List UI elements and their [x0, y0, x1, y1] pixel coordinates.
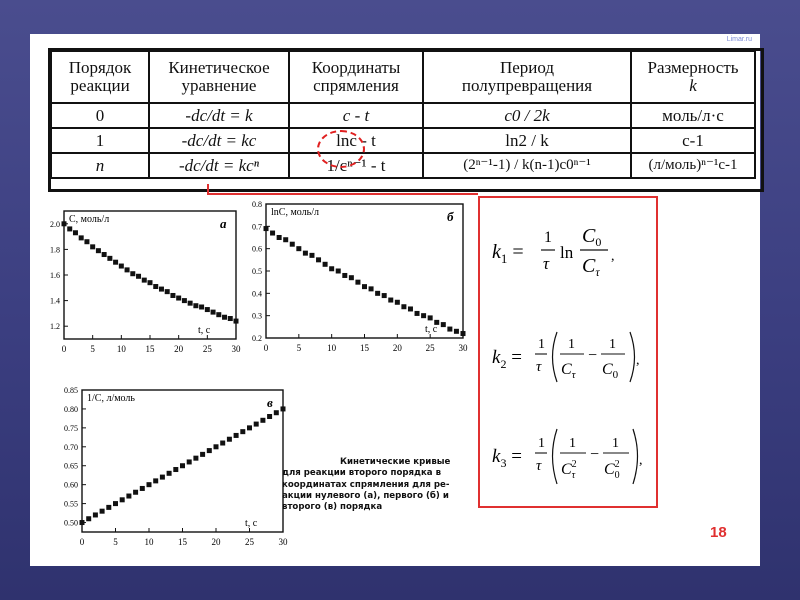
- svg-text:C20: $C^2$ 0: [604, 459, 620, 481]
- plot-frame: [266, 204, 463, 338]
- cell-half-life: ln2 / k: [423, 128, 631, 153]
- data-point: [140, 486, 145, 491]
- data-point: [136, 274, 141, 279]
- data-point: [79, 235, 84, 240]
- x-tick-label: 10: [116, 344, 126, 354]
- data-point: [214, 444, 219, 449]
- formula-box: [478, 196, 658, 508]
- data-point: [441, 322, 446, 327]
- svg-text:C0: $C_0$: [582, 225, 602, 249]
- data-point: [160, 475, 165, 480]
- data-point: [388, 298, 393, 303]
- x-tick-label: 0: [61, 344, 67, 354]
- data-point: [193, 303, 198, 308]
- y-axis-label: lnC, моль/л: [271, 207, 319, 218]
- header-dimension: Размерность k: [631, 51, 755, 103]
- data-point: [270, 231, 275, 236]
- y-tick-label: 0.75: [64, 423, 78, 433]
- x-tick-label: 20: [392, 343, 402, 353]
- data-point: [240, 429, 245, 434]
- k2-lhs: $k_2$ =: [492, 347, 522, 371]
- svg-text:1: 1: [612, 436, 619, 451]
- svg-text:−: −: [590, 446, 600, 463]
- data-point: [267, 414, 272, 419]
- data-point: [329, 266, 334, 271]
- data-point: [277, 235, 282, 240]
- data-point: [220, 441, 225, 446]
- data-point: [369, 286, 374, 291]
- cell-order: 0: [51, 103, 149, 128]
- y-tick-label: 0.55: [64, 499, 78, 509]
- data-point: [207, 448, 212, 453]
- header-order: Порядок реакции: [51, 51, 149, 103]
- data-point: [227, 437, 232, 442]
- svg-text:1: 1: [609, 337, 616, 352]
- header-coordinates: Координаты спрямления: [289, 51, 423, 103]
- cell-dimension: (л/моль)ⁿ⁻¹с-1: [631, 153, 755, 178]
- y-tick-label: 1.8: [50, 245, 60, 255]
- data-point: [62, 221, 67, 226]
- x-axis-label: t, c: [425, 324, 438, 335]
- data-point: [421, 313, 426, 318]
- data-point: [126, 494, 131, 499]
- data-point: [454, 329, 459, 334]
- data-point: [205, 307, 210, 312]
- y-tick-label: 0.5: [252, 267, 262, 276]
- x-tick-label: 10: [327, 343, 337, 353]
- data-point: [173, 467, 178, 472]
- x-tick-label: 30: [458, 343, 468, 353]
- svg-text:τ: τ: [536, 458, 542, 474]
- header-half-life: Период полупревращения: [423, 51, 631, 103]
- svg-text:1: 1: [538, 436, 545, 451]
- data-point: [349, 275, 354, 280]
- data-point: [176, 296, 181, 301]
- data-point: [428, 315, 433, 320]
- svg-text:τ: τ: [543, 254, 550, 273]
- svg-text:,: ,: [639, 453, 643, 468]
- data-point: [125, 267, 130, 272]
- cell-half-life: c0 / 2k: [423, 103, 631, 128]
- y-tick-label: 0.2: [252, 334, 262, 343]
- y-tick-label: 0.50: [64, 518, 78, 528]
- x-tick-label: 25: [425, 343, 435, 353]
- y-tick-label: 0.65: [64, 461, 78, 471]
- data-point: [165, 289, 170, 294]
- chart-a: [30, 199, 250, 367]
- x-axis-label: t, c: [245, 518, 258, 529]
- data-point: [170, 293, 175, 298]
- y-tick-label: 0.85: [64, 386, 78, 395]
- data-point: [167, 471, 172, 476]
- data-point: [296, 246, 301, 251]
- cell-coordinates: lnc - t: [289, 128, 423, 153]
- svg-text:1: 1: [538, 337, 545, 352]
- plot-frame: [64, 211, 236, 339]
- x-tick-label: 30: [278, 537, 288, 547]
- data-point: [84, 239, 89, 244]
- x-tick-label: 5: [90, 344, 95, 354]
- cell-equation: -dc/dt = kc: [149, 128, 289, 153]
- chart-b: [232, 194, 468, 367]
- slide-number: 18: [710, 524, 727, 541]
- data-point: [200, 452, 205, 457]
- formula-k3: [492, 429, 643, 484]
- cell-equation: -dc/dt = kcⁿ: [149, 153, 289, 178]
- data-point: [375, 291, 380, 296]
- x-tick-label: 15: [178, 537, 187, 547]
- data-point: [107, 256, 112, 261]
- svg-text:1: 1: [568, 337, 575, 352]
- data-point: [102, 252, 107, 257]
- panel-id: a: [220, 216, 227, 231]
- data-point: [247, 425, 252, 430]
- data-point: [90, 244, 95, 249]
- data-point: [187, 459, 192, 464]
- data-point: [147, 482, 152, 487]
- x-tick-label: 0: [263, 343, 269, 353]
- svg-text:1: 1: [569, 436, 576, 451]
- x-tick-label: 5: [113, 537, 118, 547]
- data-point: [182, 298, 187, 303]
- svg-text:−: −: [588, 347, 598, 364]
- svg-text:ln: ln: [560, 243, 574, 262]
- data-point: [316, 257, 321, 262]
- data-point: [222, 315, 227, 320]
- data-point: [395, 300, 400, 305]
- y-tick-label: 0.6: [252, 244, 262, 254]
- y-axis-label: C, моль/л: [69, 214, 110, 225]
- data-point: [153, 478, 158, 483]
- corner-watermark: Limar.ru: [726, 36, 752, 43]
- y-tick-label: 0.7: [252, 222, 262, 232]
- cell-order: 1: [51, 128, 149, 153]
- data-point: [415, 311, 420, 316]
- y-tick-label: 2.0: [50, 219, 60, 229]
- data-point: [148, 280, 153, 285]
- data-point: [234, 433, 239, 438]
- data-point: [119, 264, 124, 269]
- y-axis-label: 1/C, л/моль: [87, 393, 135, 404]
- data-point: [461, 331, 466, 336]
- x-tick-label: 25: [245, 537, 254, 547]
- data-point: [120, 497, 125, 502]
- y-tick-label: 0.3: [252, 311, 262, 321]
- svg-text:1: 1: [544, 229, 552, 246]
- data-point: [159, 287, 164, 292]
- data-point: [86, 516, 91, 521]
- plot-frame: [82, 390, 283, 532]
- svg-text:C2τ: $C^2$ τ: [561, 459, 577, 481]
- svg-text:C0: $C_0$: [602, 361, 619, 381]
- x-tick-label: 20: [174, 344, 184, 354]
- data-point: [336, 269, 341, 274]
- data-point: [199, 305, 204, 310]
- x-tick-label: 5: [296, 343, 302, 353]
- data-point: [106, 505, 111, 510]
- data-point: [73, 230, 78, 235]
- data-point: [133, 490, 138, 495]
- svg-text:τ: τ: [536, 359, 542, 375]
- y-tick-label: 0.8: [252, 200, 262, 209]
- x-tick-label: 10: [144, 537, 154, 547]
- data-point: [96, 248, 101, 253]
- caption-line-1: Кинетические кривые: [340, 457, 451, 467]
- k1-lhs: $k_1$ =: [492, 241, 524, 266]
- data-point: [447, 327, 452, 332]
- figure-caption: [282, 457, 458, 514]
- data-point: [309, 253, 314, 258]
- data-point: [188, 301, 193, 306]
- rate-constant-formulas: [480, 198, 656, 506]
- data-point: [193, 456, 198, 461]
- svg-text:,: ,: [636, 353, 640, 368]
- data-point: [408, 306, 413, 311]
- data-point: [355, 280, 360, 285]
- data-point: [264, 226, 269, 231]
- y-tick-label: 0.70: [64, 442, 78, 452]
- y-tick-label: 1.6: [50, 271, 60, 280]
- slide: [30, 34, 760, 566]
- x-tick-label: 15: [145, 344, 155, 354]
- cell-half-life: (2ⁿ⁻¹-1) / k(n-1)c0ⁿ⁻¹: [423, 153, 631, 178]
- data-point: [142, 278, 147, 283]
- x-tick-label: 25: [202, 344, 212, 354]
- y-tick-label: 0.60: [64, 480, 78, 490]
- data-point: [93, 512, 98, 517]
- data-point: [401, 304, 406, 309]
- data-point: [362, 284, 367, 289]
- x-tick-label: 20: [211, 537, 221, 547]
- data-point: [216, 312, 221, 317]
- cell-coordinates: c - t: [289, 103, 423, 128]
- formula-k1: [492, 225, 615, 279]
- data-point: [323, 262, 328, 267]
- svg-text:Cτ: $C_\tau$: [582, 255, 600, 279]
- cell-dimension: моль/л·с: [631, 103, 755, 128]
- data-point: [67, 226, 72, 231]
- cell-order: n: [51, 153, 149, 178]
- data-point: [303, 251, 308, 256]
- y-tick-label: 0.80: [64, 404, 78, 414]
- y-tick-label: 1.4: [50, 296, 60, 306]
- chart-c: [48, 382, 288, 564]
- data-point: [281, 406, 286, 411]
- k3-lhs: $k_3$ =: [492, 446, 522, 470]
- data-point: [113, 501, 118, 506]
- cell-dimension: с-1: [631, 128, 755, 153]
- panel-id: б: [447, 209, 454, 224]
- data-point: [113, 260, 118, 265]
- data-point: [130, 271, 135, 276]
- data-point: [382, 293, 387, 298]
- data-point: [290, 242, 295, 247]
- cell-coordinates: 1/cⁿ⁻¹ - t: [289, 153, 423, 178]
- data-point: [153, 284, 158, 289]
- data-point: [254, 422, 259, 427]
- data-point: [80, 520, 85, 525]
- x-tick-label: 15: [360, 343, 369, 353]
- formula-k2: [492, 332, 640, 382]
- data-point: [342, 273, 347, 278]
- svg-text:,: ,: [611, 249, 615, 264]
- header-equation: Кинетическое уравнение: [149, 51, 289, 103]
- data-point: [180, 463, 185, 468]
- cell-equation: -dc/dt = k: [149, 103, 289, 128]
- panel-id: в: [267, 395, 273, 410]
- y-tick-label: 1.2: [50, 322, 60, 332]
- data-point: [211, 310, 216, 315]
- x-tick-label: 0: [79, 537, 85, 547]
- data-point: [260, 418, 265, 423]
- x-axis-label: t, c: [198, 325, 211, 336]
- data-point: [100, 509, 105, 514]
- data-point: [274, 410, 279, 415]
- caption-body: для реакции второго порядка в координатах спрямления для ре-акции нулевого (а), первого (б) и второго (в) порядка: [282, 468, 450, 513]
- x-tick-label: 30: [231, 344, 241, 354]
- data-point: [283, 237, 288, 242]
- svg-text:Cτ: $C_\tau$: [561, 361, 576, 381]
- y-tick-label: 0.4: [252, 289, 262, 299]
